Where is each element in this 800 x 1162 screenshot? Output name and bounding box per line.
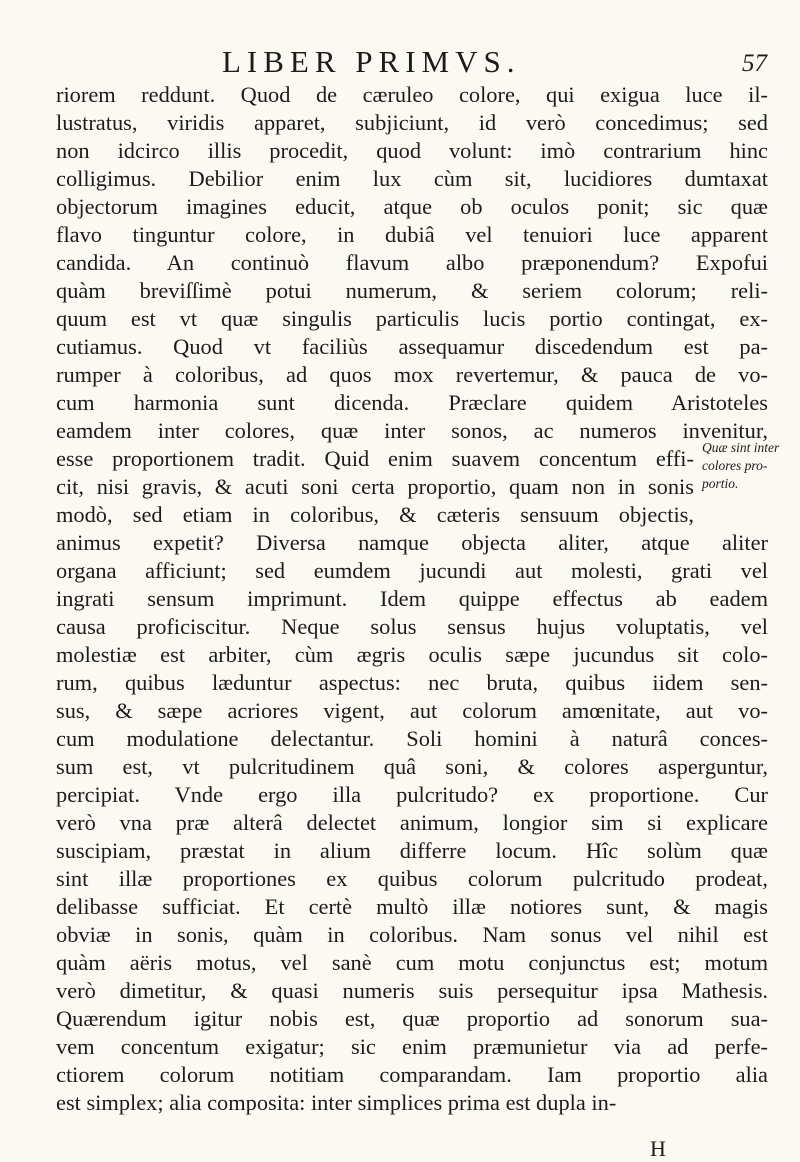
text-line: ctiorem colorum notitiam comparandam. Iam proportio alia xyxy=(56,1062,768,1087)
text-line: rum, quibus læduntur aspectus: nec bruta, quibus iidem sen- xyxy=(56,670,768,695)
text-line: organa afficiunt; sed eumdem jucundi aut molesti, grati vel xyxy=(56,558,768,583)
text-line: cum harmonia sunt dicenda. Præclare quidem Aristoteles xyxy=(56,390,768,415)
text-line: candida. An continuò flavum albo præponendum? Expofui xyxy=(56,250,768,275)
text-line: lustratus, viridis apparet, subjiciunt, id verò concedimus; sed xyxy=(56,110,768,135)
text-line: quàm breviſſimè potui numerum, & seriem colorum; reli- xyxy=(56,278,768,303)
text-line: sint illæ proportiones ex quibus colorum pulcritudo prodeat, xyxy=(56,866,768,891)
text-line: cum modulatione delectantur. Soli homini à naturâ conces- xyxy=(56,726,768,751)
margin-note-line: colores pro- xyxy=(702,458,768,473)
text-line: quàm aëris motus, vel sanè cum motu conjunctus est; motum xyxy=(56,950,768,975)
text-line: cit, nisi gravis, & acuti soni certa proportio, quam non in sonis xyxy=(56,474,694,499)
text-line: sus, & sæpe acriores vigent, aut colorum amœnitate, aut vo- xyxy=(56,698,768,723)
margin-note-line: portio. xyxy=(702,476,739,491)
margin-note xyxy=(702,439,798,493)
text-line: est simplex; alia composita: inter simplices prima est dupla in- xyxy=(56,1090,617,1115)
text-line: riorem reddunt. Quod de cæruleo colore, qui exigua luce il- xyxy=(56,82,768,107)
text-line: eamdem inter colores, quæ inter sonos, ac numeros invenitur, xyxy=(56,418,768,443)
text-line: sum est, vt pulcritudinem quâ soni, & colores asperguntur, xyxy=(56,754,768,779)
text-line: flavo tinguntur colore, in dubiâ vel tenuiori luce apparent xyxy=(56,222,768,247)
margin-note-line: Quæ sint inter xyxy=(702,440,780,455)
text-line: verò dimetitur, & quasi numeris suis persequitur ipsa Mathesis. xyxy=(56,978,768,1003)
text-line: suscipiam, præstat in alium differre locum. Hîc solùm quæ xyxy=(56,838,768,863)
text-line: non idcirco illis procedit, quod volunt: imò contrarium hinc xyxy=(56,138,768,163)
text-line: quum est vt quæ singulis particulis lucis portio contingat, ex- xyxy=(56,306,768,331)
text-line: vem concentum exigatur; sic enim præmunietur via ad perfe- xyxy=(56,1034,768,1059)
text-line: obviæ in sonis, quàm in coloribus. Nam sonus vel nihil est xyxy=(56,922,768,947)
running-title: LIBER PRIMVS. xyxy=(222,44,521,79)
catchword: H xyxy=(650,1136,666,1161)
text-line: percipiat. Vnde ergo illa pulcritudo? ex proportione. Cur xyxy=(56,782,768,807)
text-line: esse proportionem tradit. Quid enim suavem concentum effi- xyxy=(56,446,694,471)
page-number: 57 xyxy=(742,50,767,77)
text-line: colligimus. Debilior enim lux cùm sit, lucidiores dumtaxat xyxy=(56,166,768,191)
text-line: delibasse sufficiat. Et certè multò illæ notiores sunt, & magis xyxy=(56,894,768,919)
text-line: verò vna præ alterâ delectet animum, longior sim si explicare xyxy=(56,810,768,835)
text-line: molestiæ est arbiter, cùm ægris oculis sæpe jucundus sit colo- xyxy=(56,642,768,667)
text-line: ingrati sensum imprimunt. Idem quippe effectus ab eadem xyxy=(56,586,768,611)
text-line: modò, sed etiam in coloribus, & cæteris sensuum objectis, xyxy=(56,502,694,527)
text-line: causa proficiscitur. Neque solus sensus hujus voluptatis, vel xyxy=(56,614,768,639)
text-line: rumper à coloribus, ad quos mox revertemur, & pauca de vo- xyxy=(56,362,768,387)
text-line: Quærendum igitur nobis est, quæ proportio ad sonorum sua- xyxy=(56,1006,768,1031)
text-line: animus expetit? Diversa namque objecta aliter, atque aliter xyxy=(56,530,768,555)
text-line: objectorum imagines educit, atque ob oculos ponit; sic quæ xyxy=(56,194,768,219)
text-line: cutiamus. Quod vt faciliùs assequamur discedendum est pa- xyxy=(56,334,768,359)
